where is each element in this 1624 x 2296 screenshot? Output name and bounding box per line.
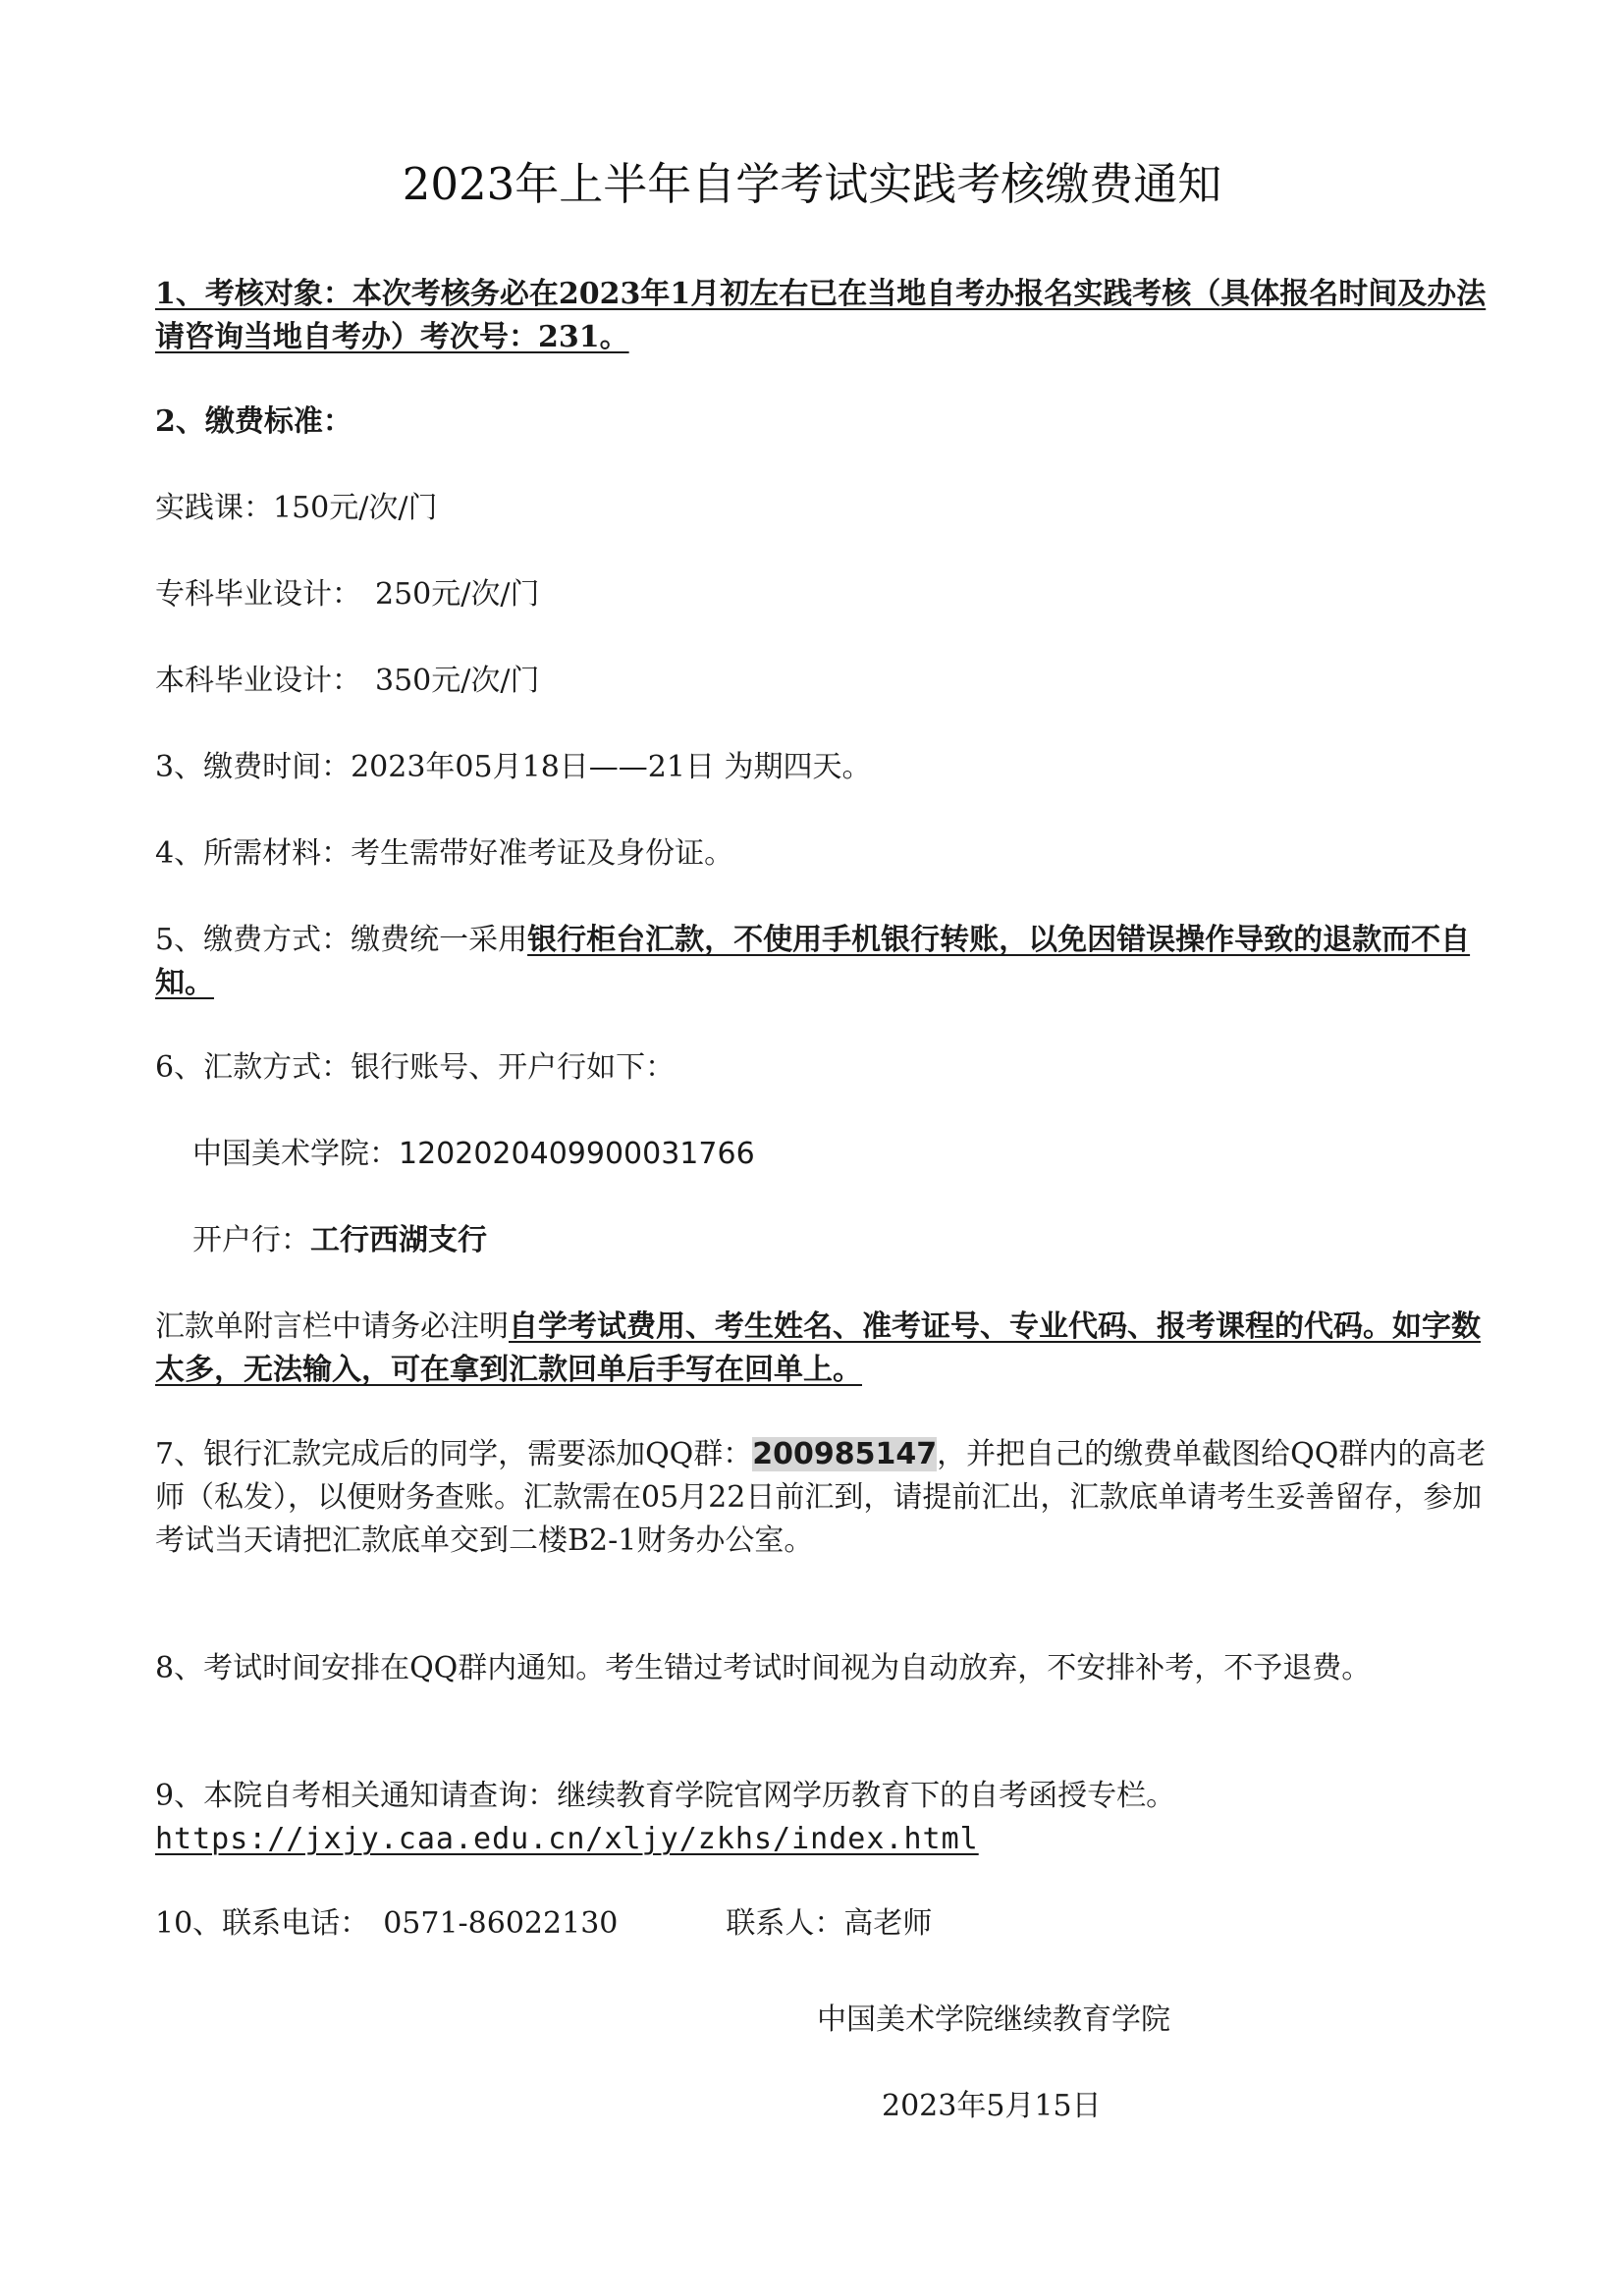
- item-5-emphasis: 银行柜台汇款，不使用手机银行转账，以免因错误操作导致的退款而不自知。: [155, 923, 1471, 1000]
- fee-bachelor-label: 本科毕业设计：: [155, 664, 361, 698]
- signature-organization: 中国美术学院继续教育学院: [817, 2002, 1170, 2037]
- item-9-text: 9、本院自考相关通知请查询：继续教育学院官网学历教育下的自考函授专栏。: [155, 1779, 1176, 1813]
- account-label: 中国美术学院：: [192, 1137, 399, 1171]
- item-10-contact: [155, 1902, 1490, 1946]
- item-5-payment-method: [155, 919, 1490, 1005]
- fee-junior-value: 250元/次/门: [375, 577, 540, 612]
- item-7-prefix: 7、银行汇款完成后的同学，需要添加QQ群：: [155, 1437, 753, 1471]
- contact-person: 联系人：高老师: [726, 1906, 933, 1941]
- signature-date: 2023年5月15日: [882, 2089, 1102, 2123]
- bank-line: [155, 1219, 1528, 1262]
- item-9-notice-query: [155, 1775, 1490, 1861]
- item-4-materials: 4、所需材料：考生需带好准考证及身份证。: [155, 836, 734, 871]
- bank-name: 工行西湖支行: [310, 1223, 487, 1257]
- item-7-qq-group: [155, 1433, 1490, 1563]
- account-line: [155, 1133, 1528, 1176]
- item-7-suffix: ，并把自己的缴费单截图给QQ群内的高老师（私发），以便财务查账。汇款需在05月22日前汇到，请提前汇出，汇款底单请考生妥善留存，参加考试当天请把汇款底单交到二楼B2-1财务办公室。: [155, 1437, 1487, 1558]
- fee-practice-course: 实践课：150元/次/门: [155, 491, 438, 525]
- item-10-label: 10、联系电话：: [155, 1906, 370, 1941]
- account-number: 1202020409900031766: [399, 1137, 755, 1171]
- item-5-prefix: 5、缴费方式：缴费统一采用: [155, 923, 528, 957]
- fee-bachelor-value: 350元/次/门: [375, 664, 540, 698]
- bank-label: 开户行：: [192, 1223, 310, 1257]
- contact-phone: 0571-86022130: [383, 1906, 619, 1941]
- qq-group-number: 200985147: [752, 1437, 938, 1471]
- notice-title: 2023年上半年自学考试实践考核缴费通知: [402, 158, 1222, 210]
- item-3-payment-time: 3、缴费时间：2023年05月18日——21日 为期四天。: [155, 750, 872, 784]
- notice-url-link[interactable]: https://jxjy.caa.edu.cn/xljy/zkhs/index.html: [155, 1822, 979, 1856]
- fee-junior-label: 专科毕业设计：: [155, 577, 361, 612]
- fee-junior-graduation: [155, 573, 1490, 616]
- remittance-note-prefix: 汇款单附言栏中请务必注明: [155, 1309, 509, 1344]
- item-1-assessment-target: 1、考核对象：本次考核务必在2023年1月初左右已在当地自考办报名实践考核（具体报名时间及办法请咨询当地自考办）考次号：231。: [155, 277, 1487, 354]
- item-8-exam-time: 8、考试时间安排在QQ群内通知。考生错过考试时间视为自动放弃，不安排补考，不予退费。: [155, 1651, 1372, 1685]
- item-6-remittance: 6、汇款方式：银行账号、开户行如下：: [155, 1050, 676, 1085]
- fee-bachelor-graduation: [155, 660, 1490, 703]
- item-2-fee-standard: 2、缴费标准：: [155, 404, 352, 439]
- remittance-note-emphasis: 自学考试费用、考生姓名、准考证号、专业代码、报考课程的代码。如字数太多，无法输入，可在拿到汇款回单后手写在回单上。: [155, 1309, 1481, 1387]
- remittance-note: [155, 1306, 1490, 1392]
